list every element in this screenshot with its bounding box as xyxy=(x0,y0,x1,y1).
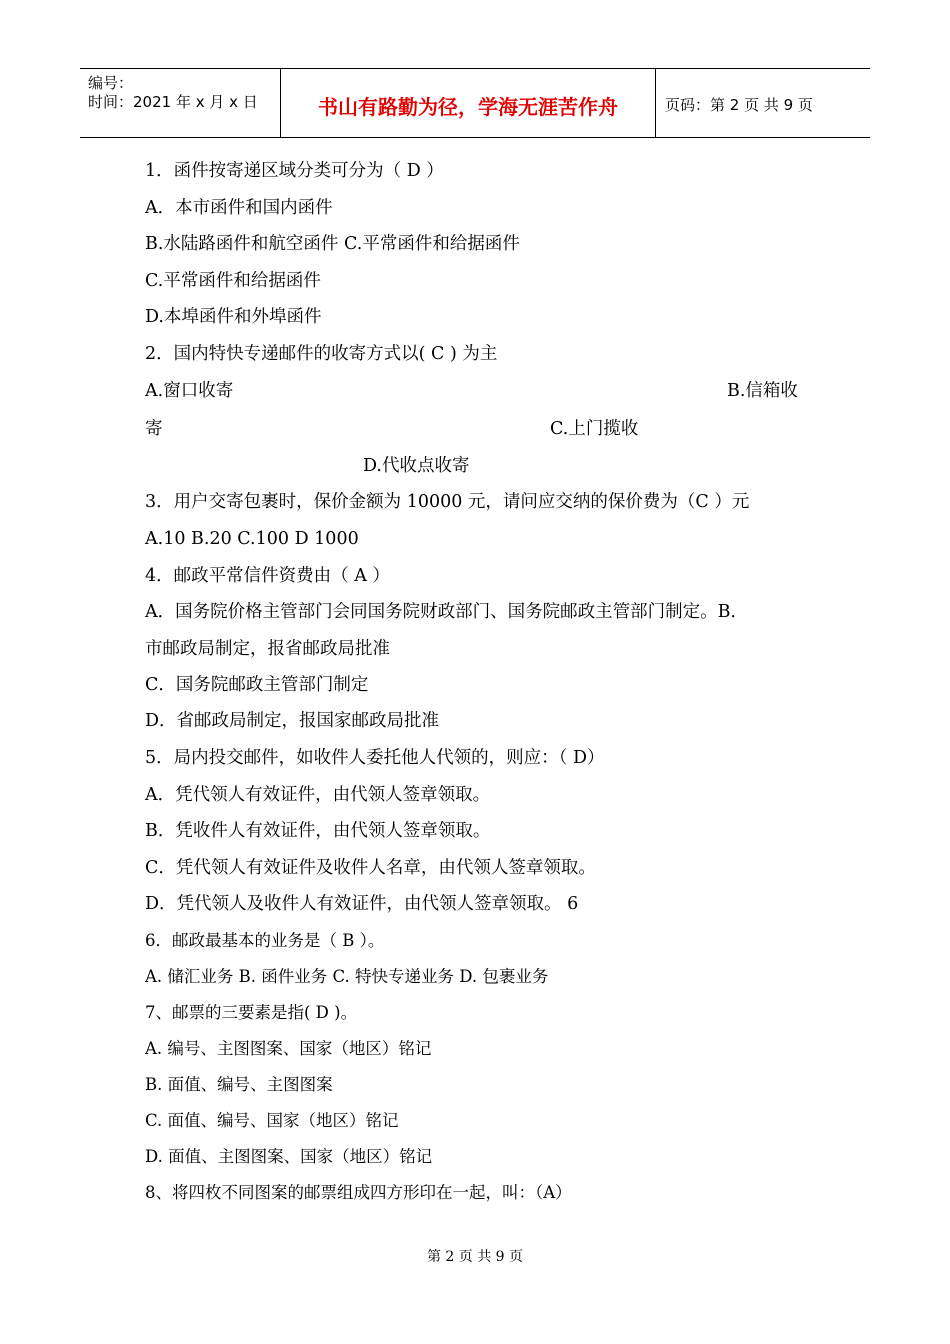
document-number-label: 编号： xyxy=(88,74,134,92)
page-footer: 第 2 页 共 9 页 xyxy=(426,1249,524,1265)
header-page-cell xyxy=(655,69,870,137)
header-page-number: 页码：第 2 页 共 9 页 xyxy=(665,96,813,114)
q5-option-b: B．凭收件人有效证件，由代领人签章领取。 xyxy=(145,821,491,841)
q7-option-d: D. 面值、主图图案、国家（地区）铭记 xyxy=(145,1147,433,1166)
q5-option-d: D．凭代领人及收件人有效证件，由代领人签章领取。 6 xyxy=(145,894,579,914)
q1-option-d: D.本埠函件和外埠函件 xyxy=(145,307,322,327)
q2-option-a: A.窗口收寄 xyxy=(145,381,234,401)
q5-option-c: C．凭代领人有效证件及收件人名章，由代领人签章领取。 xyxy=(145,858,596,878)
q4-option-c: C．国务院邮政主管部门制定 xyxy=(145,675,369,695)
question-5: 5．局内投交邮件，如收件人委托他人代领的，则应：（ D） xyxy=(145,748,605,768)
q2-option-c: C.上门揽收 xyxy=(550,419,639,439)
q1-option-c: C.平常函件和给据函件 xyxy=(145,271,321,291)
question-2: 2．国内特快专递邮件的收寄方式以( C ) 为主 xyxy=(145,344,498,364)
q2-option-b: B.信箱收 xyxy=(727,381,798,401)
header-motto: 书山有路勤为径，学海无涯苦作舟 xyxy=(318,95,618,119)
q6-options: A. 储汇业务 B. 函件业务 C. 特快专递业务 D. 包裹业务 xyxy=(145,967,549,986)
q7-option-a: A. 编号、主图图案、国家（地区）铭记 xyxy=(145,1039,432,1058)
q7-option-b: B. 面值、编号、主图图案 xyxy=(145,1075,333,1094)
question-6: 6．邮政最基本的业务是（ B ）。 xyxy=(145,931,385,950)
question-8: 8、将四枚不同图案的邮票组成四方形印在一起，叫：（A） xyxy=(145,1183,572,1202)
q2-option-b-continued: 寄 xyxy=(145,419,163,439)
question-1: 1．函件按寄递区域分类可分为（ D ） xyxy=(145,161,444,181)
document-time-label: 时间：2021 年 x 月 x 日 xyxy=(88,93,258,111)
question-4: 4．邮政平常信件资费由（ A ） xyxy=(145,566,390,586)
q4-option-d: D．省邮政局制定，报国家邮政局批准 xyxy=(145,711,440,731)
q4-option-b: 市邮政局制定，报省邮政局批准 xyxy=(145,639,390,659)
q1-option-b: B.水陆路函件和航空函件 C.平常函件和给据函件 xyxy=(145,234,520,254)
header-motto-cell xyxy=(280,69,656,137)
q4-option-a: A．国务院价格主管部门会同国务院财政部门、国务院邮政主管部门制定。B． xyxy=(145,602,748,622)
question-7: 7、邮票的三要素是指( D )。 xyxy=(145,1003,358,1022)
q3-options: A.10 B.20 C.100 D 1000 xyxy=(145,529,359,549)
q1-option-a: A．本市函件和国内函件 xyxy=(145,198,333,218)
q2-option-d: D.代收点收寄 xyxy=(363,456,470,476)
q7-option-c: C. 面值、编号、国家（地区）铭记 xyxy=(145,1111,399,1130)
page-header xyxy=(80,68,870,138)
header-info-cell xyxy=(80,69,280,137)
question-3: 3．用户交寄包裹时，保价金额为 10000 元，请问应交纳的保价费为（C ）元 xyxy=(145,492,750,512)
q5-option-a: A．凭代领人有效证件，由代领人签章领取。 xyxy=(145,785,491,805)
